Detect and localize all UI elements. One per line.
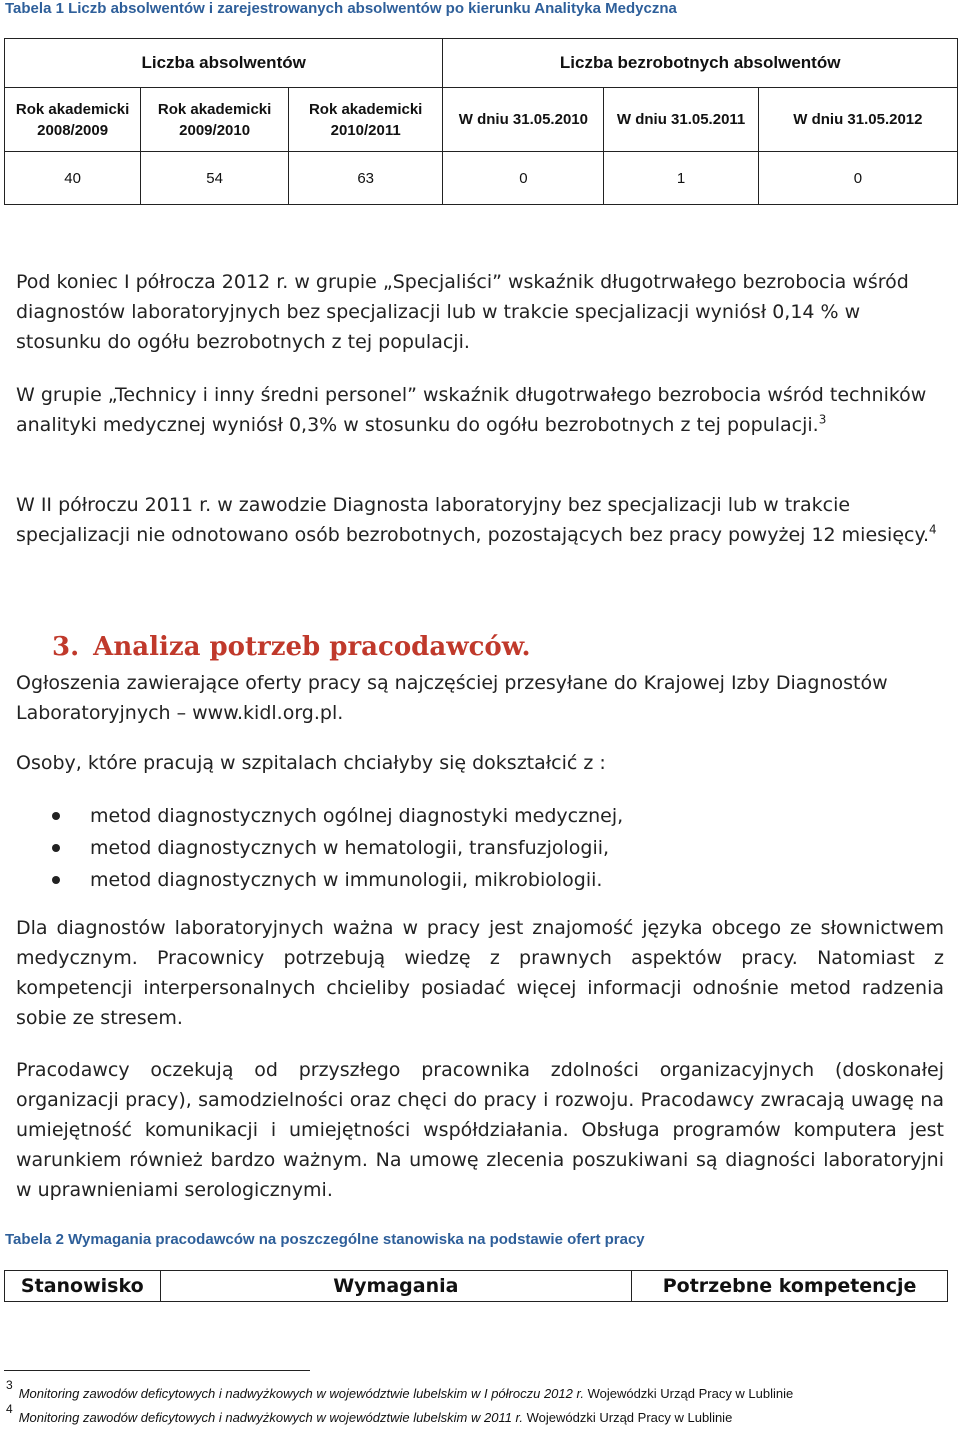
col-header-2009: Rok akademicki 2009/2010 [141, 88, 289, 152]
paragraph-diagnosta: W II półroczu 2011 r. w zawodzie Diagnosta laboratoryjny bez specjalizacji lub w trakcie specjalizacji nie odnotowano osób bezrobotnych, pozostających bez pracy powyżej 12 miesięcy.$^4$ [16, 494, 937, 546]
col-header-2008: Rok akademicki 2008/2009 [5, 88, 141, 152]
table1-caption: Tabela 1 Liczb absolwentów i zarejestrowanych absolwentów po kierunku Analityka Medyczna [5, 0, 677, 17]
paragraph-technicians: W grupie „Technicy i inny średni personel” wskaźnik długotrwałego bezrobocia wśród techników analityki medycznej wyniósł 0,3% w stosunku do ogółu bezrobotnych z tej populacji.$^3$ [16, 384, 927, 436]
table-cell: 54 [141, 152, 289, 205]
table-cell: 0 [758, 152, 957, 205]
paragraph-language: Dla diagnostów laboratoryjnych ważna w pracy jest znajomość języka obcego ze słownictwem medycznym. Pracownicy potrzebują wiedzę z prawnych aspektów pracy. Natomiast z kompetencji interpersonalnych chcieliby posiadać więcej informacji odnośnie metod radzenia sobie ze stresem. [16, 917, 944, 1029]
list-item: metod diagnostycznych w immunologii, mikrobiologii. [50, 864, 623, 896]
bullet-icon [52, 812, 60, 820]
list-item: metod diagnostycznych w hematologii, transfuzjologii, [50, 832, 623, 864]
requirements-table [4, 1270, 948, 1302]
list-item: metod diagnostycznych ogólnej diagnostyki medycznej, [50, 800, 623, 832]
paragraph-employers: Pracodawcy oczekują od przyszłego pracownika zdolności organizacyjnych (doskonałej organizacji pracy), samodzielności oraz chęci do pracy i rozwoju. Pracodawcy zwracają uwagę na umiejętność komunikacji i umiejętności współdziałania. Obsługa programów komputera jest warunkiem również bardzo ważnym. Na umowę zlecenia poszukiwani są diagności laboratoryjni w uprawnieniami serologicznymi. [16, 1059, 944, 1201]
graduates-group-header: Liczba absolwentów [5, 39, 443, 88]
col-header-position: Stanowisko [5, 1271, 161, 1302]
paragraph-training-intro: Osoby, które pracują w szpitalach chciałyby się dokształcić z : [16, 752, 606, 774]
footnote-ref-3: 3 [818, 412, 827, 427]
col-header-2010: Rok akademicki 2010/2011 [288, 88, 442, 152]
footnote-ref-4: 4 [929, 522, 937, 537]
footnote-4: 4Monitoring zawodów deficytowych i nadwyżkowych w województwie lubelskim w 2011 r. Wojewódzki Urząd Pracy w Lublinie [6, 1402, 733, 1425]
col-header-may-2011: W dniu 31.05.2011 [604, 88, 758, 152]
col-header-requirements: Wymagania [160, 1271, 632, 1302]
paragraph-specialists: Pod koniec I półrocza 2012 r. w grupie „Specjaliści” wskaźnik długotrwałego bezrobocia wśród diagnostów laboratoryjnych bez specjalizacji lub w trakcie specjalizacji wyniósł 0,14 % w stosunku do ogółu bezrobotnych z tej populacji. [16, 271, 909, 353]
bullet-icon [52, 876, 60, 884]
bullet-icon [52, 844, 60, 852]
table-cell: 0 [443, 152, 604, 205]
unemployed-group-header: Liczba bezrobotnych absolwentów [443, 39, 958, 88]
footnote-divider [4, 1370, 310, 1371]
training-list [50, 800, 623, 896]
table-cell: 1 [604, 152, 758, 205]
col-header-may-2010: W dniu 31.05.2010 [443, 88, 604, 152]
table-cell: 63 [288, 152, 442, 205]
footnote-3: 3Monitoring zawodów deficytowych i nadwyżkowych w województwie lubelskim w I półroczu 2012 r. Wojewódzki Urząd Pracy w Lublinie [6, 1378, 794, 1401]
col-header-competences: Potrzebne kompetencje [632, 1271, 948, 1302]
table2-caption: Tabela 2 Wymagania pracodawców na poszczególne stanowiska na podstawie ofert pracy [5, 1231, 645, 1248]
section-heading: 3. Analiza potrzeb pracodawców. [52, 632, 531, 662]
paragraph-job-offers: Ogłoszenia zawierające oferty pracy są najczęściej przesyłane do Krajowej Izby Diagnostów Laboratoryjnych – www.kidl.org.pl. [16, 672, 888, 724]
graduates-table [4, 38, 958, 205]
col-header-may-2012: W dniu 31.05.2012 [758, 88, 957, 152]
table-cell: 40 [5, 152, 141, 205]
